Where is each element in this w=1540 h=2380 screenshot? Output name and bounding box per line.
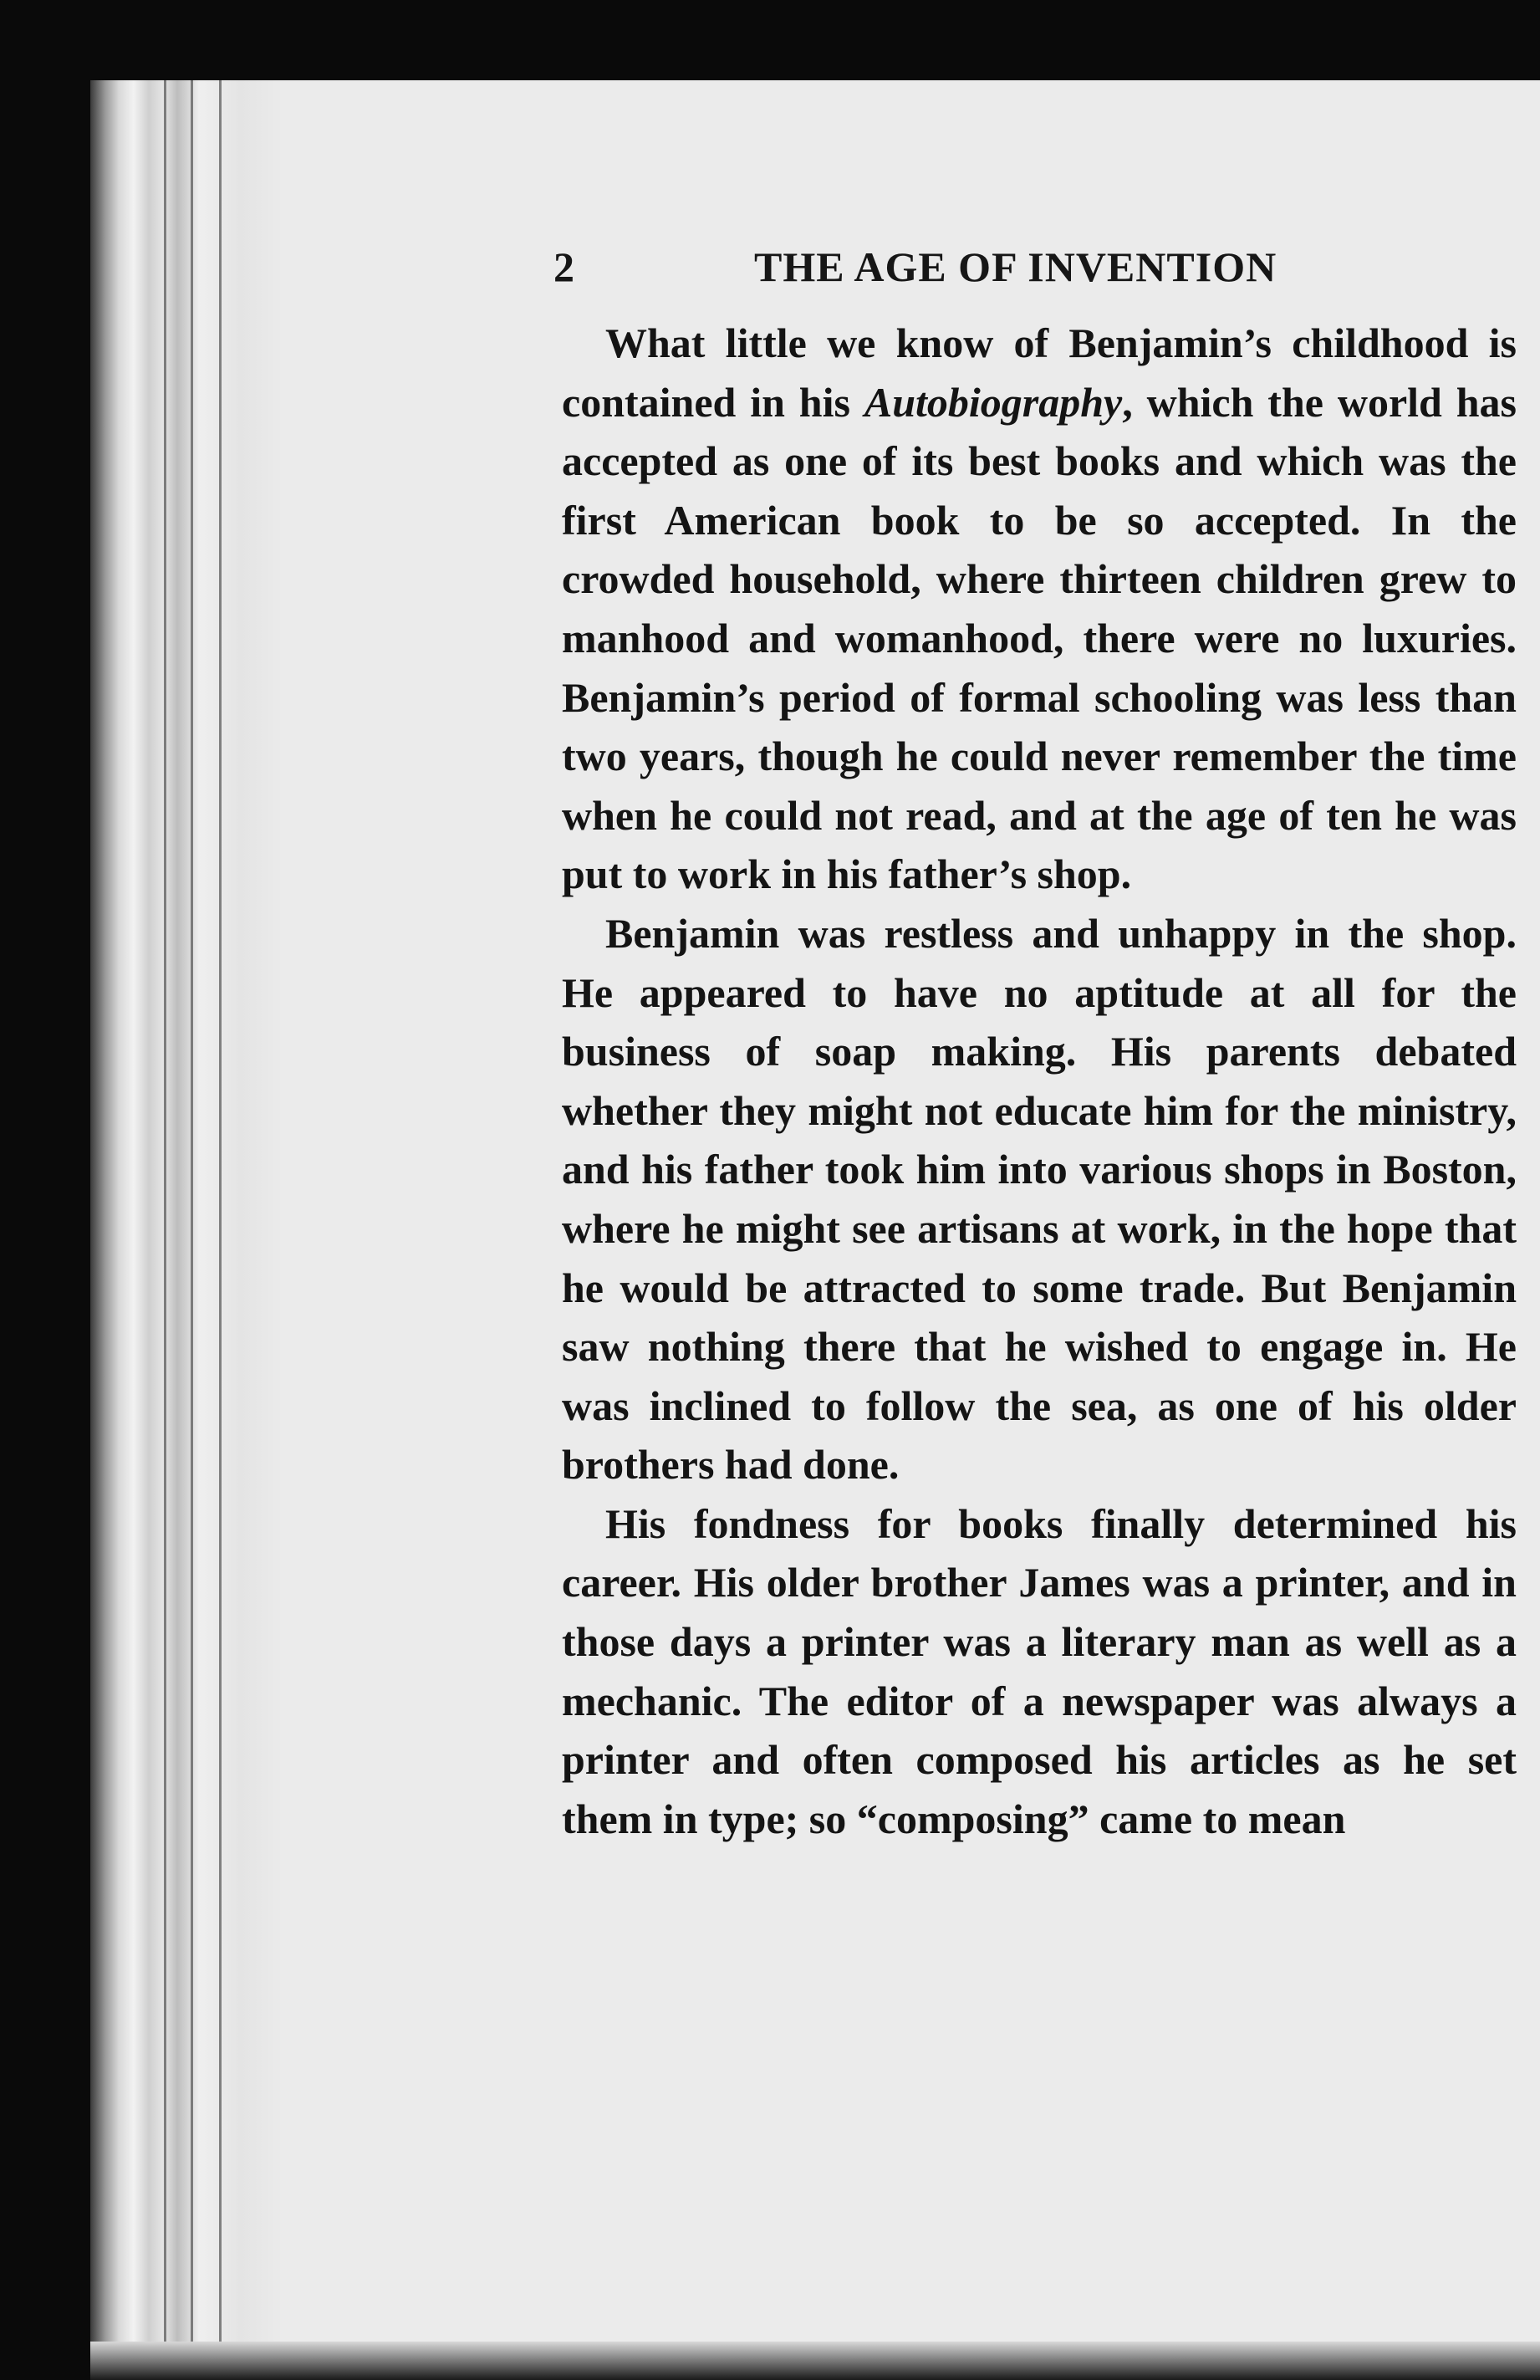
body-text <box>562 314 1517 1848</box>
paragraph-1-end: , which the world has accepted as one of its best books and which was the first American book to be so accepted. In the crowded household, where thirteen children grew to manhood and womanhood, there were no luxuries. Benjamin’s period of formal schooling was less than two years, though he could never remember the time when he could not read, and at the age of ten he was put to work in his father’s shop. <box>562 378 1517 898</box>
gutter-fold-line <box>164 80 166 2380</box>
paragraph-1 <box>562 314 1517 904</box>
autobiography-title: Autobiography <box>864 378 1123 426</box>
page-bottom-edge <box>90 2342 1540 2380</box>
gutter-fold-line <box>219 80 222 2380</box>
running-head <box>553 243 1523 301</box>
gutter-fold-line <box>191 80 193 2380</box>
book-gutter <box>90 80 283 2380</box>
paragraph-3: His fondness for books finally determined his career. His older brother James was a printer, and in those days a printer was a literary man as well as a mechanic. The editor of a newspaper was always a printer and often composed his articles as he set them in type; so “composing” came to mean <box>562 1499 1517 1842</box>
page-number: 2 <box>553 243 574 290</box>
paragraph-1-start: What little we know of Benjamin’s childhood is contained in his <box>562 319 1517 426</box>
running-title: THE AGE OF INVENTION <box>754 243 1277 290</box>
paragraph-2: Benjamin was restless and unhappy in the shop. He appeared to have no aptitude at all for the business of soap making. His parents debated whether they might not educate him for the ministry, and his father took him into various shops in Boston, where he might see artisans at work, in the hope that he would be attracted to some trade. But Benjamin saw nothing there that he wished to engage in. He was inclined to follow the sea, as one of his older brothers had done. <box>562 909 1517 1489</box>
